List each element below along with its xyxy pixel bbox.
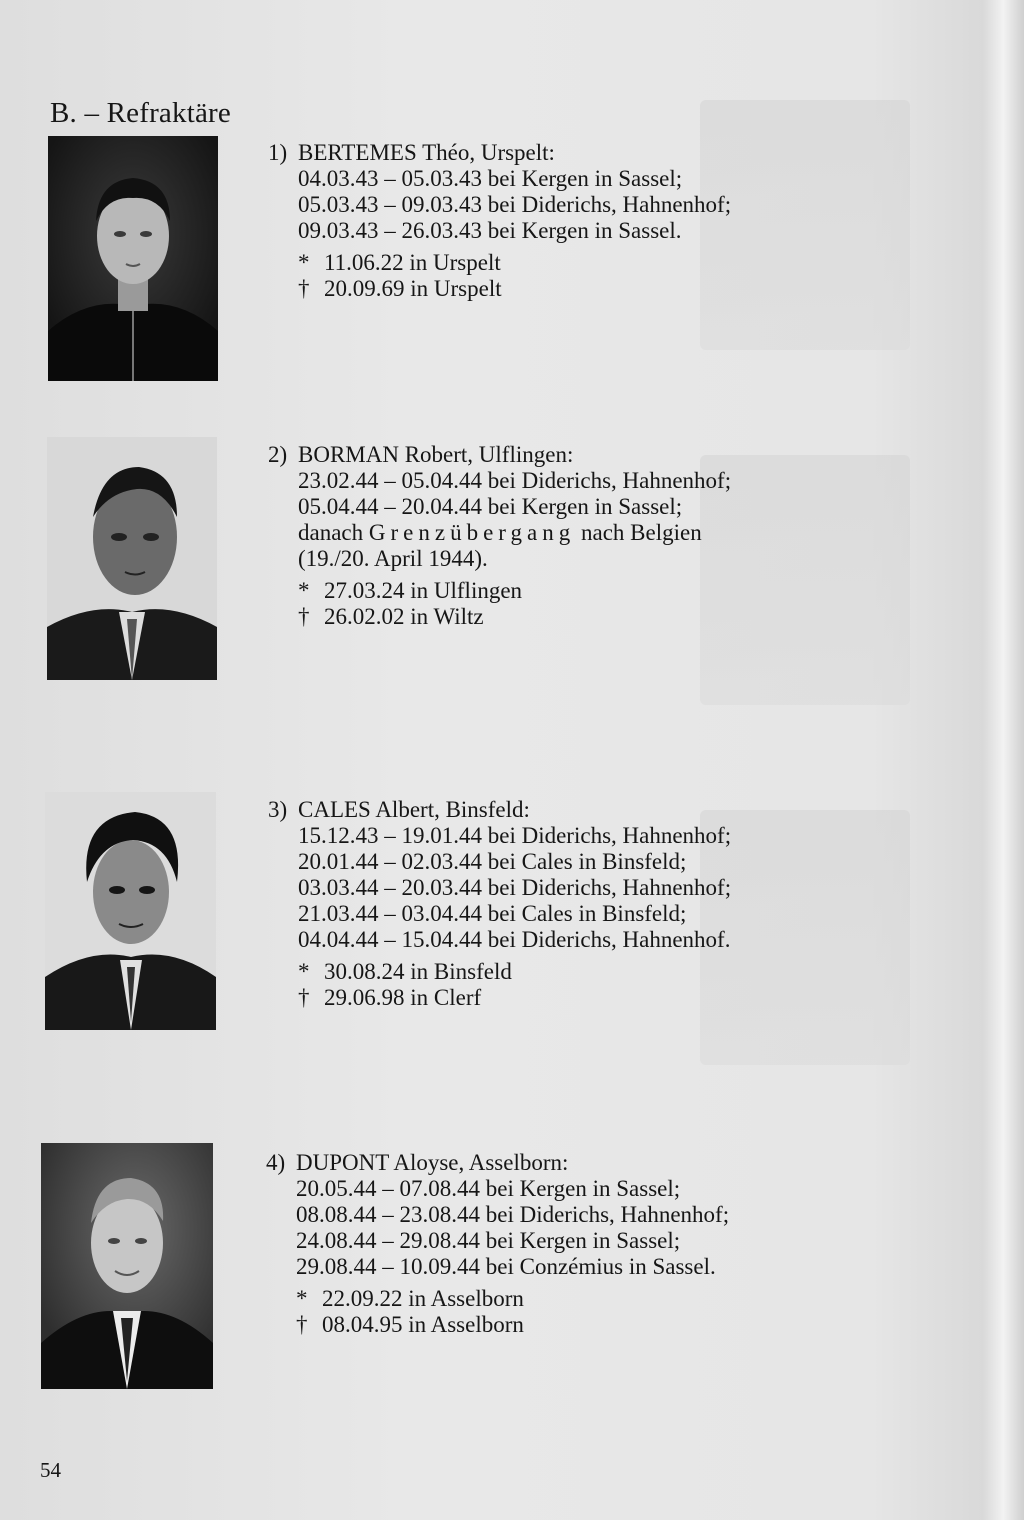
entry-2-text (268, 442, 732, 630)
stay-line: 09.03.43 – 26.03.43 bei Kergen in Sassel. (298, 218, 682, 243)
note-text: (19./20. April 1944). (298, 546, 488, 571)
portrait-photo (41, 1143, 213, 1389)
death-mark: † (298, 604, 310, 629)
stay-line: 29.08.44 – 10.09.44 bei Conzémius in Sassel. (296, 1254, 716, 1279)
show-through-shadow (700, 810, 910, 1065)
stay-line: 23.02.44 – 05.04.44 bei Diderichs, Hahnenhof; (298, 468, 732, 493)
entry-number: 3) (268, 797, 288, 822)
entry-name: BORMAN Robert, Ulflingen: (298, 442, 574, 467)
death-date: 26.02.02 in Wiltz (324, 604, 484, 629)
entry-name: BERTEMES Théo, Urspelt: (298, 140, 555, 165)
birth-date: 22.09.22 in Asselborn (322, 1286, 524, 1311)
entry-4-text (266, 1150, 730, 1338)
birth-date: 11.06.22 in Urspelt (324, 250, 501, 275)
birth-mark: * (296, 1286, 308, 1311)
entry-3-text (268, 797, 732, 1011)
section-heading: B. – Refraktäre (50, 97, 231, 130)
stay-line: 08.08.44 – 23.08.44 bei Diderichs, Hahnenhof; (296, 1202, 730, 1227)
stay-line: 24.08.44 – 29.08.44 bei Kergen in Sassel; (296, 1228, 681, 1253)
death-date: 29.06.98 in Clerf (324, 985, 482, 1010)
portrait-man-icon (48, 136, 218, 381)
portrait-man-icon (41, 1143, 213, 1389)
stay-line: 04.03.43 – 05.03.43 bei Kergen in Sassel; (298, 166, 683, 191)
portrait-photo (45, 792, 216, 1030)
birth-mark: * (298, 250, 310, 275)
stay-line: 05.03.43 – 09.03.43 bei Diderichs, Hahnenhof; (298, 192, 732, 217)
death-mark: † (298, 985, 310, 1010)
note-text: danach (298, 520, 364, 545)
portrait-man-icon (47, 437, 217, 680)
portrait-photo (47, 437, 217, 680)
entry-number: 2) (268, 442, 288, 467)
note-emphasis: Grenzübergang (368, 520, 576, 545)
death-mark: † (296, 1312, 308, 1337)
death-date: 08.04.95 in Asselborn (322, 1312, 524, 1337)
birth-date: 27.03.24 in Ulflingen (324, 578, 523, 603)
birth-mark: * (298, 959, 310, 984)
death-date: 20.09.69 in Urspelt (324, 276, 502, 301)
stay-line: 15.12.43 – 19.01.44 bei Diderichs, Hahnenhof; (298, 823, 732, 848)
entry-name: DUPONT Aloyse, Asselborn: (296, 1150, 569, 1175)
stay-line: 03.03.44 – 20.03.44 bei Diderichs, Hahnenhof; (298, 875, 732, 900)
page-number: 54 (40, 1458, 61, 1482)
note-text: nach Belgien (581, 520, 702, 545)
show-through-shadow (700, 455, 910, 705)
entry-name: CALES Albert, Binsfeld: (298, 797, 530, 822)
birth-mark: * (298, 578, 310, 603)
entry-number: 4) (266, 1150, 286, 1175)
stay-line: 21.03.44 – 03.04.44 bei Cales in Binsfeld; (298, 901, 687, 926)
stay-line: 04.04.44 – 15.04.44 bei Diderichs, Hahnenhof. (298, 927, 731, 952)
birth-date: 30.08.24 in Binsfeld (324, 959, 512, 984)
portrait-photo (48, 136, 218, 381)
stay-line: 05.04.44 – 20.04.44 bei Kergen in Sassel; (298, 494, 683, 519)
stay-line: 20.05.44 – 07.08.44 bei Kergen in Sassel; (296, 1176, 681, 1201)
stay-line: 20.01.44 – 02.03.44 bei Cales in Binsfeld; (298, 849, 687, 874)
show-through-shadow (700, 100, 910, 350)
portrait-man-icon (45, 792, 216, 1030)
entry-number: 1) (268, 140, 288, 165)
entry-1-text (268, 140, 732, 302)
death-mark: † (298, 276, 310, 301)
